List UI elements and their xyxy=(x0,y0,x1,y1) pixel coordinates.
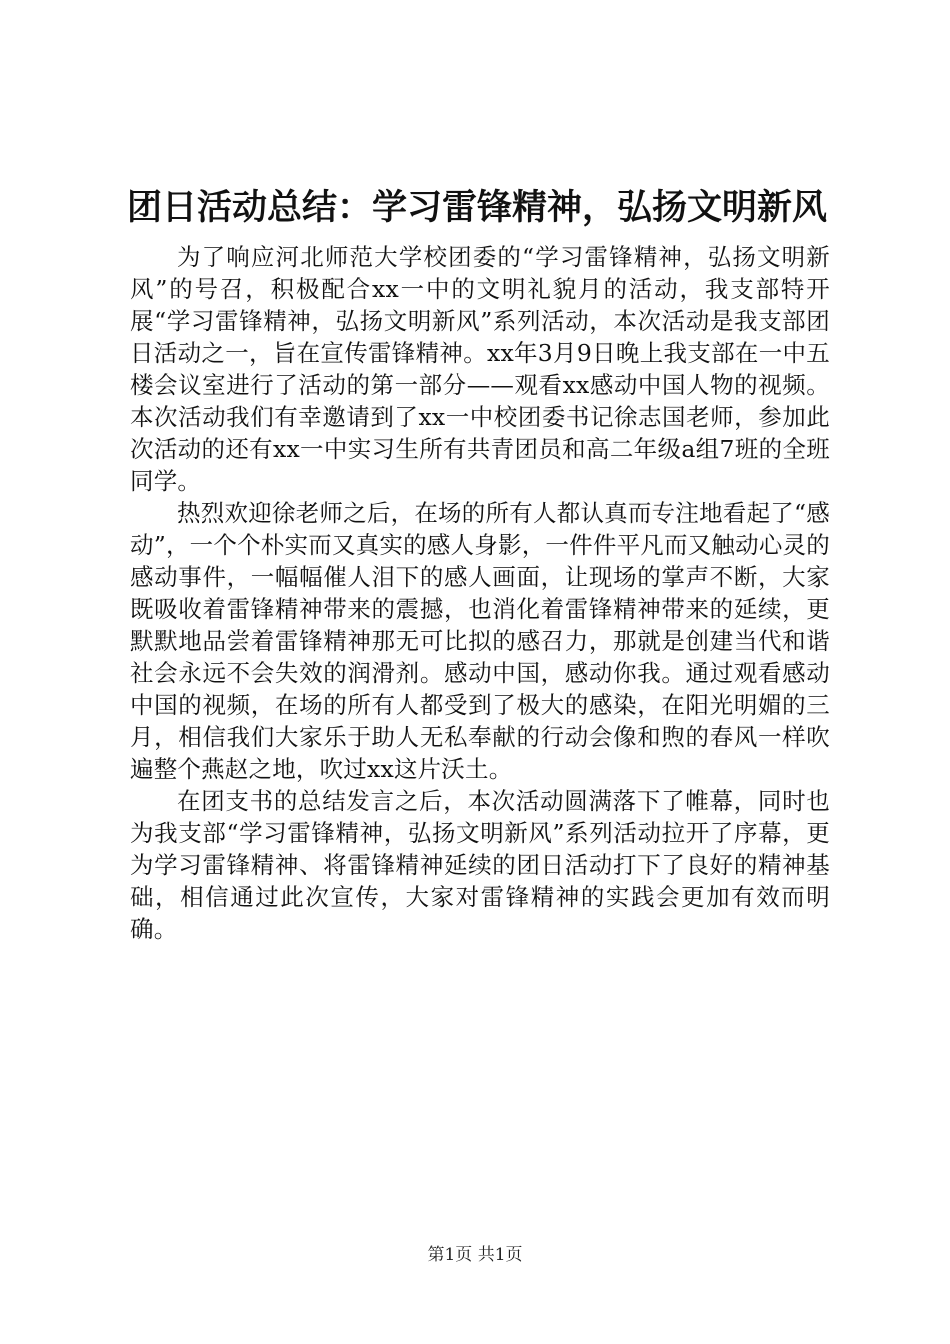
paragraph-1: 为了响应河北师范大学校团委的“学习雷锋精神，弘扬文明新风”的号召，积极配合xx一中的文明礼貌月的活动，我支部特开展“学习雷锋精神，弘扬文明新风”系列活动，本次活动是我支部团日活动之一，旨在宣传雷锋精神。xx年3月9日晚上我支部在一中五楼会议室进行了活动的第一部分——观看xx感动中国人物的视频。本次活动我们有幸邀请到了xx一中校团委书记徐志国老师，参加此次活动的还有xx一中实习生所有共青团员和高二年级a组7班的全班同学。 xyxy=(130,243,830,495)
document-title: 团日活动总结：学习雷锋精神，弘扬文明新风 xyxy=(127,188,828,228)
paragraph-2: 热烈欢迎徐老师之后，在场的所有人都认真而专注地看起了“感动”，一个个朴实而又真实的感人身影，一件件平凡而又触动心灵的感动事件，一幅幅催人泪下的感人画面，让现场的掌声不断，大家既吸收着雷锋精神带来的震撼，也消化着雷锋精神带来的延续，更默默地品尝着雷锋精神那无可比拟的感召力，那就是创建当代和谐社会永远不会失效的润滑剂。感动中国，感动你我。通过观看感动中国的视频，在场的所有人都受到了极大的感染，在阳光明媚的三月，相信我们大家乐于助人无私奉献的行动会像和煦的春风一样吹遍整个燕赵之地，吹过xx这片沃土。 xyxy=(130,499,830,783)
paragraph-3: 在团支书的总结发言之后，本次活动圆满落下了帷幕，同时也为我支部“学习雷锋精神，弘扬文明新风”系列活动拉开了序幕，更为学习雷锋精神、将雷锋精神延续的团日活动打下了良好的精神基础，相信通过此次宣传，大家对雷锋精神的实践会更加有效而明确。 xyxy=(130,787,830,943)
page-footer: 第1页 共1页 xyxy=(427,1245,523,1265)
document-body xyxy=(130,241,830,945)
